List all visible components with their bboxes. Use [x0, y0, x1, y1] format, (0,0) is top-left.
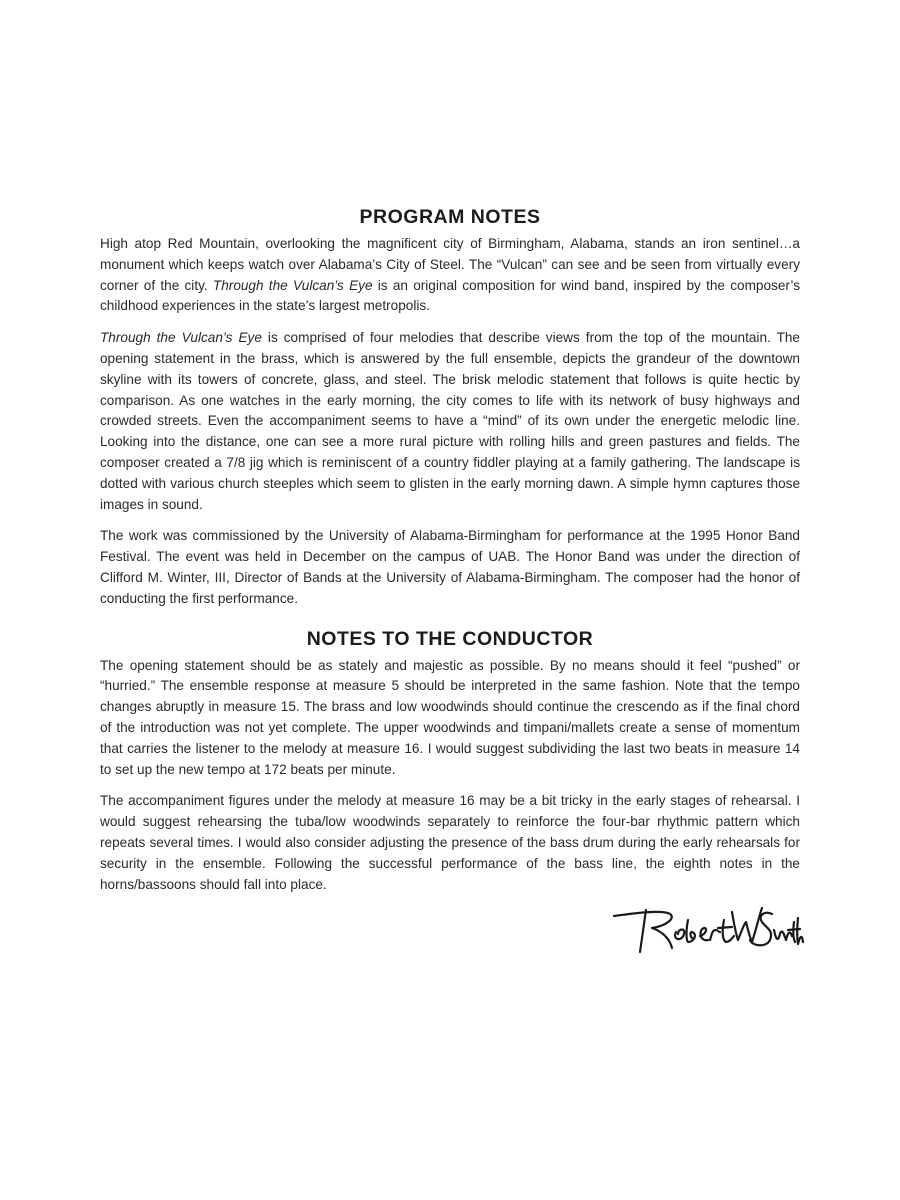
work-title: Through the Vulcan’s Eye [212, 277, 373, 293]
work-title: Through the Vulcan’s Eye [100, 330, 262, 346]
program-notes-paragraph-1-end: is an original composition for wind band, inspired by the composer’s childhood experiences in the state’s largest metropolis. [100, 277, 800, 314]
program-notes-paragraph-2-body: is comprised of four melodies that describe views from the top of the mountain. The opening statement in the brass, which is answered by the full ensemble, depicts the grandeur of the downtown skyline with its towers of concrete, glass, and steel. The brisk melodic statement that follows is quite hectic by comparison. As one watches in the early morning, the city comes to life with its network of busy highways and crowded streets. Even the accompaniment seems to have a “mind” of its own under the energetic melodic line. Looking into the distance, one can see a more rural picture with rolling hills and green pastures and fields. The composer created a 7/8 jig which is reminiscent of a country fiddler playing at a family gathering. The landscape is dotted with various church steeples which seem to glisten in the early morning dawn. A simple hymn captures those images in sound. [100, 330, 800, 512]
program-notes-paragraph-1-start: High atop Red Mountain, overlooking the magnificent city of Birmingham, Alabama, stands an iron sentinel…a monument which keeps watch over Alabama’s City of Steel. The “Vulcan” can see and be seen from virtually every corner of the city. [100, 236, 800, 293]
document-page [100, 204, 800, 906]
composer-signature [612, 900, 804, 958]
program-notes-paragraph-3: The work was commissioned by the University of Alabama-Birmingham for performance at the 1995 Honor Band Festival. The event was held in December on the campus of UAB. The Honor Band was under the direction of Clifford M. Winter, III, Director of Bands at the University of Alabama-Birmingham. The composer had the honor of conducting the first performance. [100, 528, 800, 606]
conductor-notes-paragraph-2: The accompaniment figures under the melody at measure 16 may be a bit tricky in the early stages of rehearsal. I would suggest rehearsing the tuba/low woodwinds separately to reinforce the four-bar rhythmic pattern which repeats several times. I would also consider adjusting the presence of the bass drum during the early rehearsals for security in the ensemble. Following the successful performance of the bass line, the eighth notes in the horns/bassoons should fall into place. [100, 793, 800, 892]
program-notes-heading: PROGRAM NOTES [359, 206, 541, 228]
conductor-notes-paragraph-1: The opening statement should be as stately and majestic as possible. By no means should it feel “pushed” or “hurried.” The ensemble response at measure 5 should be interpreted in the same fashion. Note that the tempo changes abruptly in measure 15. The brass and low woodwinds should continue the crescendo as if the final chord of the introduction was not yet complete. The upper woodwinds and timpani/mallets create a sense of momentum that carries the listener to the melody at measure 16. I would suggest subdividing the last two beats in measure 14 to set up the new tempo at 172 beats per minute. [100, 657, 800, 777]
conductor-notes-heading: NOTES TO THE CONDUCTOR [306, 627, 594, 650]
program-notes-paragraph-1 [100, 234, 800, 317]
program-notes-paragraph-2 [100, 328, 800, 515]
